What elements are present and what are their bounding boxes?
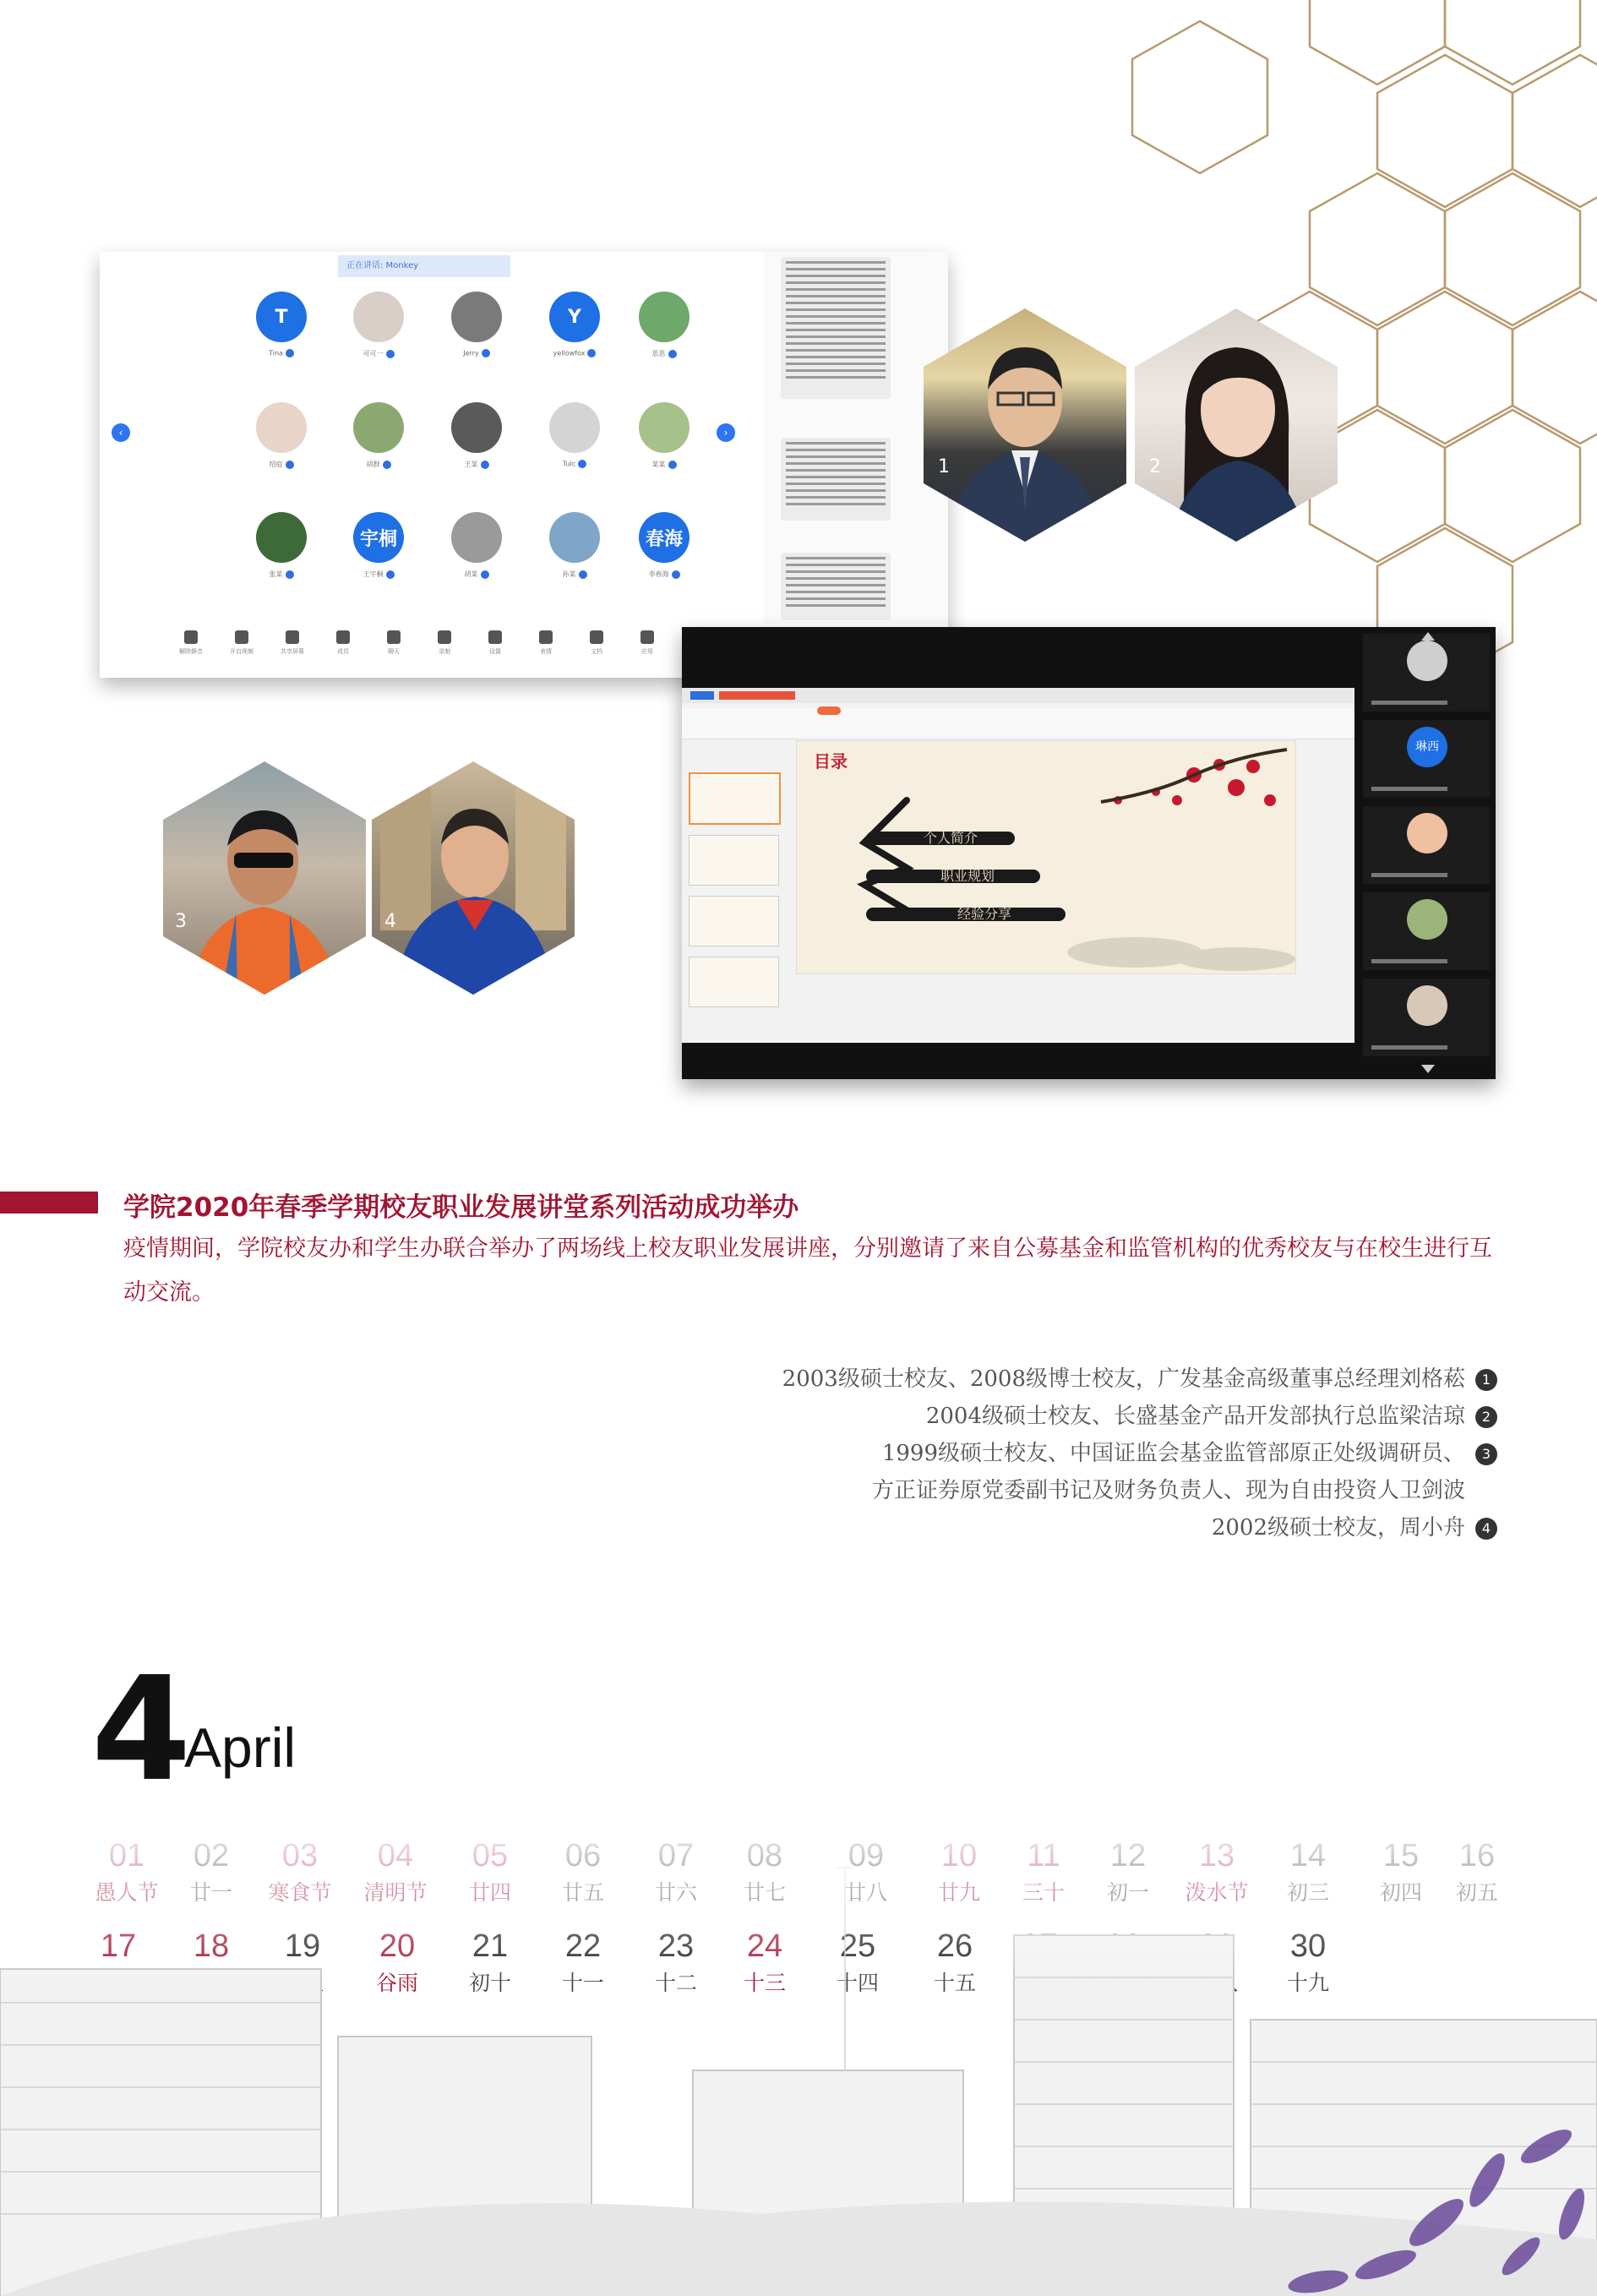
mic-status-icon: [386, 570, 395, 579]
video-tile[interactable]: [1363, 892, 1490, 970]
toolbar-button[interactable]: 文档: [580, 630, 613, 656]
photo-captions: [568, 1361, 1497, 1546]
toolbar-icon: [184, 630, 198, 644]
caption-number-badge: 3: [1475, 1443, 1497, 1465]
article-headline: 学院2020年春季学期校友职业发展讲堂系列活动成功举办: [123, 1192, 799, 1223]
toolbar-icon: [235, 630, 248, 644]
participant-tile[interactable]: [341, 402, 417, 469]
participant-tile[interactable]: [626, 292, 702, 358]
prev-page-icon[interactable]: ‹: [112, 423, 130, 442]
toolbar-button[interactable]: 共享屏幕: [275, 630, 309, 656]
speaking-banner: 正在讲话: Monkey: [338, 255, 510, 277]
mic-status-icon: [481, 570, 489, 579]
toolbar-button[interactable]: 表情: [529, 630, 563, 656]
scroll-down-icon[interactable]: [1421, 1065, 1435, 1073]
participant-tile[interactable]: [243, 402, 319, 469]
avatar: [1407, 641, 1447, 681]
meeting-screenshot: [100, 252, 948, 678]
photo-3: [163, 761, 366, 995]
mic-status-icon: [668, 350, 677, 358]
participant-tile[interactable]: [243, 512, 319, 579]
mic-status-icon: [482, 349, 490, 357]
hexagon-pattern: [1098, 0, 1597, 676]
chat-panel: [764, 252, 948, 624]
avatar: [549, 512, 600, 563]
caption-number-badge: 1: [1475, 1369, 1497, 1391]
toolbar-icon: [438, 630, 451, 644]
participant-name: 王某: [439, 460, 515, 469]
video-tile[interactable]: [1363, 806, 1490, 884]
participant-name: 孙某: [537, 570, 613, 579]
caption-number-badge: 2: [1475, 1406, 1497, 1428]
caption-line: 方正证券原党委副书记及财务负责人、现为自由投资人卫剑波: [871, 1478, 1465, 1503]
slide-item-2: 职业规划: [940, 868, 995, 884]
toolbar-button[interactable]: 录制: [428, 630, 461, 656]
mic-status-icon: [386, 350, 395, 358]
photo-number-2: 2: [1149, 456, 1161, 477]
mic-status-icon: [383, 461, 391, 469]
participant-name: 可可一: [341, 349, 417, 358]
participant-name: yellowfox: [537, 349, 613, 357]
participant-tile[interactable]: [626, 402, 702, 469]
participant-tile[interactable]: [537, 292, 613, 357]
mic-status-icon: [286, 461, 294, 469]
next-page-icon[interactable]: ›: [717, 423, 735, 442]
avatar: [451, 292, 502, 342]
mic-status-icon: [286, 570, 294, 579]
participant-name: 绍庭: [243, 460, 319, 469]
participant-name: 思思: [626, 349, 702, 358]
participant-tile[interactable]: [439, 402, 515, 469]
scroll-up-icon[interactable]: [1421, 632, 1435, 641]
toolbar-icon: [387, 630, 401, 644]
avatar: [353, 402, 404, 453]
participant-tile[interactable]: [341, 512, 417, 579]
slide-thumbnails[interactable]: [689, 772, 782, 1017]
participant-tile[interactable]: [243, 292, 319, 357]
mic-status-icon: [579, 570, 587, 579]
video-tile-caption: [1371, 701, 1447, 705]
toolbar-icon: [539, 630, 553, 644]
video-screenshot: [682, 627, 1496, 1079]
participant-name: 胡某: [439, 570, 515, 579]
month-number: 4: [91, 1646, 188, 1813]
presentation-window: [682, 688, 1354, 1043]
toolbar-button[interactable]: 成员: [326, 630, 360, 656]
caption-line: 2002级硕士校友，周小舟 4: [568, 1509, 1497, 1546]
avatar: [639, 292, 689, 342]
meeting-toolbar: [100, 624, 764, 678]
photo-4: [372, 761, 575, 995]
participant-tile[interactable]: [626, 512, 702, 579]
section-marker: [0, 1192, 98, 1213]
slide-item-1: 个人简介: [924, 830, 978, 846]
participant-name: 李春海: [626, 570, 702, 579]
avatar: T: [256, 292, 307, 342]
article-paragraph: 疫情期间，学院校友办和学生办联合举办了两场线上校友职业发展讲座，分别邀请了来自公募基金和监管机构的优秀校友与在校生进行互动交流。: [123, 1235, 1492, 1306]
caption-line: 2003级硕士校友、2008级博士校友，广发基金高级董事总经理刘格菘 1: [568, 1361, 1497, 1398]
avatar: [1407, 985, 1447, 1026]
participant-name: 王宇桐: [341, 570, 417, 579]
avatar: 琳西: [1407, 727, 1447, 767]
participant-tile[interactable]: [439, 512, 515, 579]
mic-status-icon: [286, 349, 294, 357]
avatar: 宇桐: [353, 512, 404, 563]
mic-status-icon: [668, 461, 677, 469]
avatar: [549, 402, 600, 453]
toolbar-icon: [336, 630, 350, 644]
participant-name: Tulc: [537, 460, 613, 468]
video-tile[interactable]: [1363, 720, 1490, 798]
video-tile-caption: [1371, 873, 1447, 877]
caption-number-badge: 4: [1475, 1518, 1497, 1540]
slide-canvas: [796, 740, 1296, 974]
video-tile[interactable]: [1363, 634, 1490, 712]
video-tile[interactable]: [1363, 979, 1490, 1056]
toolbar-icon: [590, 630, 603, 644]
participant-name: 某某: [626, 460, 702, 469]
avatar: [451, 402, 502, 453]
participant-name: 张某: [243, 570, 319, 579]
photo-number-1: 1: [938, 456, 950, 477]
toolbar-button[interactable]: 开启视频: [225, 630, 259, 656]
toolbar-icon: [286, 630, 299, 644]
toolbar-button[interactable]: 设置: [478, 630, 512, 656]
toolbar-button[interactable]: 解除静音: [174, 630, 208, 656]
avatar: [256, 512, 307, 563]
avatar: [1407, 899, 1447, 940]
toolbar-icon: [640, 630, 654, 644]
caption-line: 2004级硕士校友、长盛基金产品开发部执行总监梁洁琼 2: [568, 1398, 1497, 1435]
video-tile-caption: [1371, 1045, 1447, 1050]
photo-number-4: 4: [384, 911, 396, 932]
video-tile-caption: [1371, 787, 1447, 791]
slide-title: 目录: [814, 751, 848, 772]
slide-item-3: 经验分享: [957, 906, 1012, 922]
photo-number-3: 3: [175, 911, 187, 932]
mic-status-icon: [672, 570, 680, 579]
participant-name: Jerry: [439, 349, 515, 357]
campus-sketch-illustration: [0, 1817, 1597, 2296]
avatar: [451, 512, 502, 563]
photo-1: [924, 308, 1126, 542]
avatar: Y: [549, 292, 600, 342]
participant-tile[interactable]: [537, 512, 613, 579]
mic-status-icon: [481, 461, 489, 469]
participant-name: 胡群: [341, 460, 417, 469]
video-tile-column: [1363, 634, 1490, 1065]
mic-status-icon: [587, 349, 596, 357]
month-name: April: [184, 1716, 297, 1779]
participant-tile[interactable]: [439, 292, 515, 357]
avatar: 春海: [639, 512, 689, 563]
toolbar-icon: [488, 630, 502, 644]
participant-name: Tina: [243, 349, 319, 357]
participant-tile[interactable]: [341, 292, 417, 358]
mic-status-icon: [578, 460, 586, 468]
toolbar-button[interactable]: 应用: [630, 630, 664, 656]
caption-line: 1999级硕士校友、中国证监会基金监管部原正处级调研员、 3: [568, 1435, 1497, 1472]
participant-tile[interactable]: [537, 402, 613, 468]
avatar: [639, 402, 689, 453]
video-tile-caption: [1371, 959, 1447, 963]
avatar: [353, 292, 404, 342]
avatar: [1407, 813, 1447, 854]
toolbar-button[interactable]: 聊天: [377, 630, 411, 656]
avatar: [256, 402, 307, 453]
